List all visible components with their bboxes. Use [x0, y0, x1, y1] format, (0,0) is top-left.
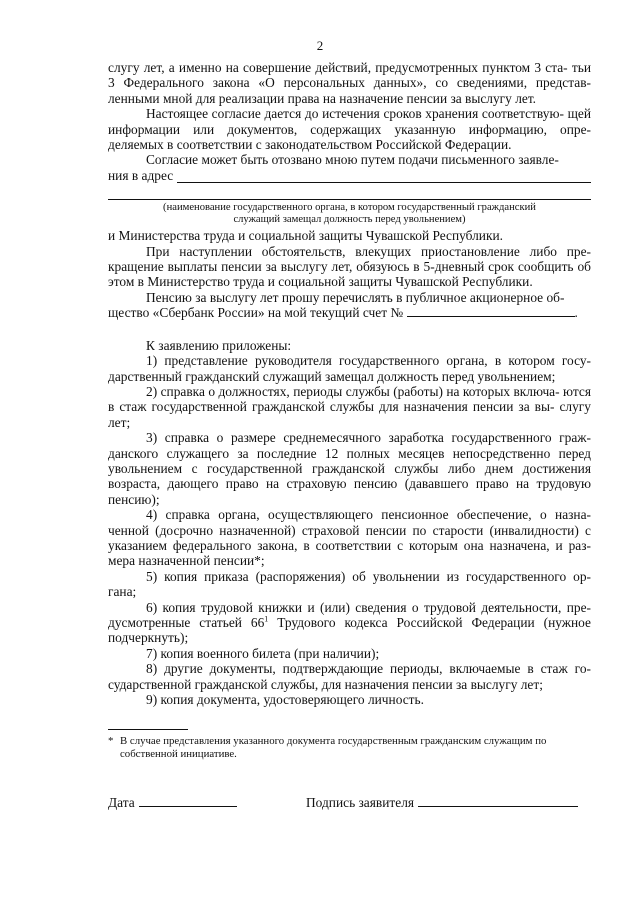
signature-label: Подпись заявителя — [306, 795, 415, 810]
address-field-line-2[interactable] — [108, 185, 591, 200]
text-line: 6) копия трудовой книжки и (или) сведения о трудовой деятельности, пре- — [146, 599, 591, 615]
text-line: дарственный гражданский служащий замещал должность перед увольнением; — [108, 368, 556, 384]
date-field[interactable] — [139, 795, 237, 807]
caption-line: служащий замещал должность перед увольнением) — [233, 214, 466, 226]
text-line: деляемых в соответствии с законодательством Российской Федерации. — [108, 137, 512, 153]
text-line: увольнением с государственной гражданской службы либо днем достижения — [108, 460, 591, 476]
text-line: гана; — [108, 584, 137, 600]
caption-line: (наименование государственного органа, в котором государственный гражданский — [163, 202, 536, 214]
text-line: 2) справка о должностях, периоды службы (работы) на которых включа- — [146, 383, 560, 399]
text-line: тьи 3 Федерального закона «О персональных данных», со сведениями, представ- — [108, 60, 591, 91]
footnote — [108, 735, 594, 761]
text-line: 1) представление руководителя государственного органа, в котором госу- — [146, 353, 591, 369]
text-line: подчеркнуть); — [108, 630, 189, 646]
text-line: Настоящее согласие дается до истечения сроков хранения соответствую- — [146, 106, 564, 122]
text-line: 5) копия приказа (распоряжения) об увольнении из государственного ор- — [146, 568, 591, 584]
text-line: При наступлении обстоятельств, влекущих приостановление либо пре- — [146, 243, 591, 259]
text-line: 8) другие документы, подтверждающие периоды, включаемые в стаж го- — [146, 661, 591, 677]
period: . — [574, 305, 578, 321]
text-line: ченной (досрочно назначенной) страховой пенсии по старости (инвалидности) с — [108, 522, 591, 538]
text-line: слугу лет; — [108, 399, 591, 430]
text-line: дусмотренные статьей 66 — [108, 615, 265, 630]
address-caption — [108, 202, 591, 226]
text-line: 4) справка органа, осуществляющего пенсионное обеспечение, о назна- — [146, 507, 591, 523]
ministry-line: и Министерства труда и социальной защиты Чувашской Республики. — [108, 228, 503, 244]
address-field[interactable] — [177, 170, 591, 183]
account-number-field[interactable] — [407, 305, 575, 317]
text-line: возраста, дающего право на страховую пенсию (дававшего право на трудовую — [108, 476, 591, 492]
attachment-item — [108, 384, 591, 430]
signature-block — [306, 795, 578, 811]
page-number: 2 — [316, 38, 324, 53]
text-line: мера назначенной пенсии*; — [108, 553, 265, 569]
attachment-item — [108, 600, 591, 646]
address-label: ния в адрес — [108, 167, 174, 183]
document-body — [108, 60, 591, 707]
text-line: сударственной гражданской службы, для назначения пенсии за выслугу лет; — [108, 676, 543, 692]
text-line: Трудового кодекса Российской Федерации (нужное — [268, 615, 591, 630]
spacer — [108, 321, 591, 338]
storage-paragraph — [108, 106, 591, 152]
text-line: щей информации или документов, содержащих указанную информацию, опре- — [108, 106, 591, 137]
account-label: щество «Сбербанк России» на мой текущий счет № — [108, 305, 404, 321]
footnote-text: В случае представления указанного документа государственным гражданским служащим по — [120, 735, 547, 747]
footnote-text: собственной инициативе. — [120, 748, 237, 760]
attachment-item: 7) копия военного билета (при наличии); — [146, 645, 380, 661]
address-row — [108, 168, 591, 183]
text-line: ются в стаж государственной гражданской службы для назначения пенсии за вы- — [108, 383, 591, 415]
superscript: 1 — [264, 614, 269, 624]
revoke-paragraph — [108, 152, 591, 167]
text-line: об этом в Министерство труда и социальной защиты Чувашской Республики. — [108, 259, 591, 290]
footnote-mark: * — [108, 735, 114, 747]
attachment-item: 9) копия документа, удостоверяющего личность. — [146, 692, 424, 708]
signature-field[interactable] — [418, 795, 578, 807]
attachment-item — [108, 430, 591, 507]
text-line: 3) справка о размере среднемесячного заработка государственного граж- — [146, 430, 591, 446]
text-line: данского служащего за последние 12 полных месяцев непосредственно перед — [108, 445, 591, 461]
footnote-divider — [108, 729, 188, 730]
text-line: слугу лет, а именно на совершение действий, предусмотренных пунктом 3 ста- — [108, 60, 568, 75]
suspend-paragraph — [108, 244, 591, 290]
date-label: Дата — [108, 795, 135, 810]
transfer-paragraph — [108, 290, 591, 305]
attachment-item — [108, 661, 591, 692]
transfer-paragraph-line-2 — [108, 305, 591, 320]
text-line: пенсию); — [108, 491, 160, 507]
text-line: кращение выплаты пенсии за выслугу лет, обязуюсь в 5-дневный срок сообщить — [108, 259, 574, 275]
text-line: Пенсию за выслугу лет прошу перечислять в публичное акционерное об- — [146, 289, 565, 305]
text-line: Согласие может быть отозвано мною путем подачи письменного заявле- — [146, 152, 559, 168]
attachment-item — [108, 569, 591, 600]
attachment-item — [108, 353, 591, 384]
date-block — [108, 795, 237, 811]
consent-continuation — [108, 60, 591, 106]
attachments-title: К заявлению приложены: — [146, 337, 292, 353]
attachment-item — [108, 507, 591, 569]
text-line: ленными мной для реализации права на назначение пенсии за выслугу лет. — [108, 90, 537, 106]
text-line: указанием федерального закона, в соответствии с которым она назначена, и раз- — [108, 537, 591, 553]
